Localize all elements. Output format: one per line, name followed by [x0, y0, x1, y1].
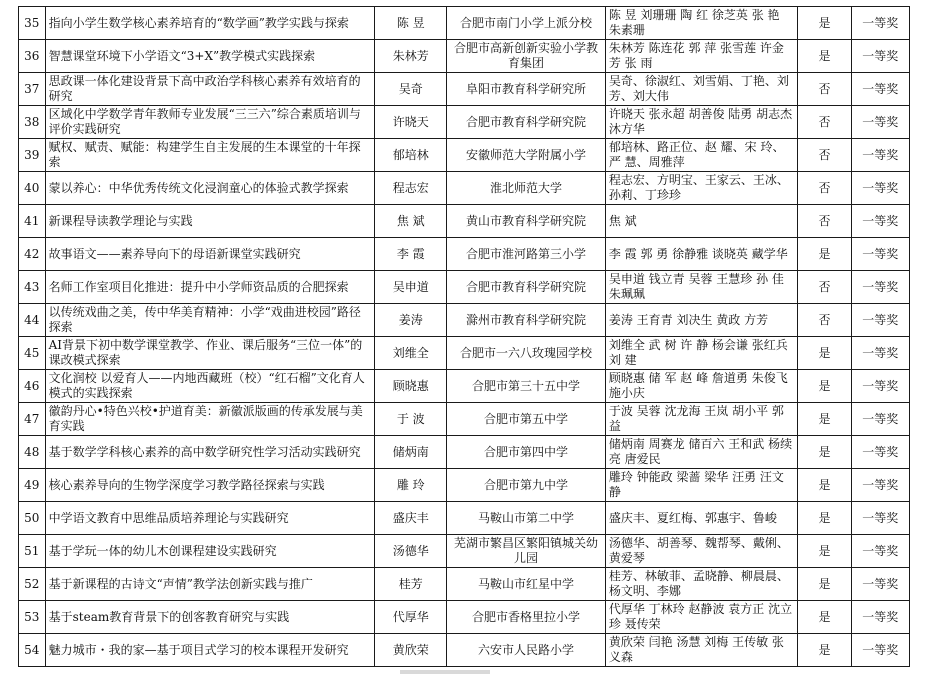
status-flag: 是	[798, 601, 851, 634]
award-level: 一等奖	[851, 370, 909, 403]
row-number: 43	[19, 271, 46, 304]
team-members: 程志宏、方明宝、王家云、王冰、孙莉、丁珍珍	[605, 172, 798, 205]
host-unit: 合肥市南门小学上派分校	[447, 7, 606, 40]
project-host: 汤德华	[375, 535, 447, 568]
row-number: 37	[19, 73, 46, 106]
team-members: 顾晓惠 储 军 赵 峰 詹道勇 朱俊飞 施小庆	[605, 370, 798, 403]
host-unit: 合肥市第五中学	[447, 403, 606, 436]
project-title: 新课程导读教学理论与实践	[45, 205, 375, 238]
project-title: 思政课一体化建设背景下高中政治学科核心素养有效培育的研究	[45, 73, 375, 106]
project-title: 蒙以养心：中华优秀传统文化浸润童心的体验式教学探索	[45, 172, 375, 205]
project-host: 储炳南	[375, 436, 447, 469]
project-host: 陈 昱	[375, 7, 447, 40]
host-unit: 合肥市第四中学	[447, 436, 606, 469]
project-title: 基于学玩一体的幼儿木创课程建设实践研究	[45, 535, 375, 568]
status-flag: 是	[798, 238, 851, 271]
project-host: 刘维全	[375, 337, 447, 370]
award-level: 一等奖	[851, 337, 909, 370]
status-flag: 否	[798, 271, 851, 304]
status-flag: 是	[798, 7, 851, 40]
team-members: 许晓天 张永超 胡善俊 陆勇 胡志杰 沐方华	[605, 106, 798, 139]
award-level: 一等奖	[851, 469, 909, 502]
project-host: 许晓天	[375, 106, 447, 139]
table-row	[19, 40, 910, 73]
table-row	[19, 205, 910, 238]
status-flag: 是	[798, 337, 851, 370]
host-unit: 阜阳市教育科学研究所	[447, 73, 606, 106]
project-title: 区域化中学数学青年教师专业发展“三三六”综合素质培训与评价实践研究	[45, 106, 375, 139]
table-row	[19, 502, 910, 535]
team-members: 于波 吴蓉 沈龙海 王岚 胡小平 郭益	[605, 403, 798, 436]
row-number: 47	[19, 403, 46, 436]
award-level: 一等奖	[851, 73, 909, 106]
project-title: 文化润校 以爱育人——内地西藏班（校）“红石榴”文化育人模式的实践探索	[45, 370, 375, 403]
project-host: 于 波	[375, 403, 447, 436]
status-flag: 是	[798, 370, 851, 403]
project-host: 姜涛	[375, 304, 447, 337]
team-members: 盛庆丰、夏红梅、郭惠宇、鲁峻	[605, 502, 798, 535]
project-title: 中学语文教育中思维品质培养理论与实践研究	[45, 502, 375, 535]
team-members: 吴奇、徐淑红、刘雪娟、丁艳、刘芳、刘大伟	[605, 73, 798, 106]
host-unit: 合肥市教育科学研究院	[447, 271, 606, 304]
team-members: 储炳南 周赛龙 储百六 王和武 杨续亮 唐爱民	[605, 436, 798, 469]
project-title: AI背景下初中数学课堂教学、作业、课后服务“三位一体”的课改模式探索	[45, 337, 375, 370]
table-row	[19, 106, 910, 139]
project-title: 故事语文——素养导向下的母语新课堂实践研究	[45, 238, 375, 271]
row-number: 54	[19, 634, 46, 667]
status-flag: 是	[798, 502, 851, 535]
host-unit: 马鞍山市红星中学	[447, 568, 606, 601]
team-members: 李 霞 郭 勇 徐静雅 谈晓英 藏学华	[605, 238, 798, 271]
table-body	[19, 7, 910, 667]
status-flag: 否	[798, 106, 851, 139]
award-level: 一等奖	[851, 238, 909, 271]
award-level: 一等奖	[851, 568, 909, 601]
award-level: 一等奖	[851, 403, 909, 436]
status-flag: 否	[798, 73, 851, 106]
project-title: 以传统戏曲之美，传中华美育精神：小学“戏曲进校园”路径探索	[45, 304, 375, 337]
project-host: 李 霞	[375, 238, 447, 271]
status-flag: 是	[798, 403, 851, 436]
table-row	[19, 337, 910, 370]
award-level: 一等奖	[851, 205, 909, 238]
row-number: 48	[19, 436, 46, 469]
row-number: 51	[19, 535, 46, 568]
project-title: 魅力城市・我的家—基于项目式学习的校本课程开发研究	[45, 634, 375, 667]
team-members: 吴申道 钱立青 吴蓉 王慧珍 孙 佳 朱珮珮	[605, 271, 798, 304]
team-members: 焦 斌	[605, 205, 798, 238]
award-level: 一等奖	[851, 106, 909, 139]
table-row	[19, 139, 910, 172]
status-flag: 是	[798, 568, 851, 601]
row-number: 50	[19, 502, 46, 535]
team-members: 雕玲 钟能政 梁蔷 梁华 汪勇 汪文静	[605, 469, 798, 502]
project-title: 指向小学生数学核心素养培育的“数学画”教学实践与探索	[45, 7, 375, 40]
project-host: 盛庆丰	[375, 502, 447, 535]
award-level: 一等奖	[851, 271, 909, 304]
status-flag: 是	[798, 436, 851, 469]
host-unit: 安徽师范大学附属小学	[447, 139, 606, 172]
table-row	[19, 568, 910, 601]
host-unit: 六安市人民路小学	[447, 634, 606, 667]
project-host: 朱林芳	[375, 40, 447, 73]
project-title: 基于steam教育背景下的创客教育研究与实践	[45, 601, 375, 634]
project-host: 程志宏	[375, 172, 447, 205]
award-level: 一等奖	[851, 40, 909, 73]
table-row	[19, 634, 910, 667]
project-title: 名师工作室项目化推进：提升中小学师资品质的合肥探索	[45, 271, 375, 304]
team-members: 朱林芳 陈连花 郭 萍 张雪莲 许金芳 张 雨	[605, 40, 798, 73]
status-flag: 是	[798, 469, 851, 502]
status-flag: 是	[798, 40, 851, 73]
status-flag: 否	[798, 172, 851, 205]
table-row	[19, 7, 910, 40]
team-members: 刘维全 武 树 许 静 杨会谦 张红兵 刘 建	[605, 337, 798, 370]
page-footer-mark	[400, 670, 490, 674]
row-number: 45	[19, 337, 46, 370]
host-unit: 合肥市第三十五中学	[447, 370, 606, 403]
row-number: 38	[19, 106, 46, 139]
table-row	[19, 73, 910, 106]
host-unit: 淮北师范大学	[447, 172, 606, 205]
row-number: 42	[19, 238, 46, 271]
project-host: 雕 玲	[375, 469, 447, 502]
project-title: 核心素养导向的生物学深度学习教学路径探索与实践	[45, 469, 375, 502]
host-unit: 合肥市一六八玫瑰园学校	[447, 337, 606, 370]
team-members: 姜涛 王育青 刘决生 黄政 方芳	[605, 304, 798, 337]
table-row	[19, 370, 910, 403]
table-row	[19, 304, 910, 337]
team-members: 桂芳、林敏菲、孟晓静、柳晨晨、杨文明、李娜	[605, 568, 798, 601]
host-unit: 合肥市淮河路第三小学	[447, 238, 606, 271]
row-number: 41	[19, 205, 46, 238]
team-members: 郁培林、路正位、赵 耀、宋 玲、严 慧、周雅萍	[605, 139, 798, 172]
host-unit: 滁州市教育科学研究院	[447, 304, 606, 337]
project-host: 代厚华	[375, 601, 447, 634]
host-unit: 合肥市第九中学	[447, 469, 606, 502]
project-host: 吴奇	[375, 73, 447, 106]
table-row	[19, 172, 910, 205]
table-row	[19, 403, 910, 436]
row-number: 40	[19, 172, 46, 205]
award-level: 一等奖	[851, 7, 909, 40]
project-host: 黄欣荣	[375, 634, 447, 667]
project-title: 基于新课程的古诗文“声情”教学法创新实践与推广	[45, 568, 375, 601]
row-number: 44	[19, 304, 46, 337]
status-flag: 否	[798, 304, 851, 337]
status-flag: 是	[798, 634, 851, 667]
host-unit: 合肥市香格里拉小学	[447, 601, 606, 634]
status-flag: 是	[798, 535, 851, 568]
project-title: 基于数学学科核心素养的高中数学研究性学习活动实践研究	[45, 436, 375, 469]
row-number: 46	[19, 370, 46, 403]
table-row	[19, 469, 910, 502]
host-unit: 合肥市教育科学研究院	[447, 106, 606, 139]
row-number: 53	[19, 601, 46, 634]
project-host: 桂芳	[375, 568, 447, 601]
project-title: 赋权、赋责、赋能：构建学生自主发展的生本课堂的十年探索	[45, 139, 375, 172]
award-level: 一等奖	[851, 535, 909, 568]
project-host: 吴申道	[375, 271, 447, 304]
project-host: 郁培林	[375, 139, 447, 172]
row-number: 35	[19, 7, 46, 40]
project-host: 焦 斌	[375, 205, 447, 238]
award-level: 一等奖	[851, 634, 909, 667]
project-title: 徽韵丹心•特色兴校•护道育美：新徽派版画的传承发展与美育实践	[45, 403, 375, 436]
table-row	[19, 271, 910, 304]
table-row	[19, 535, 910, 568]
project-title: 智慧课堂环境下小学语文“3+X”教学模式实践探索	[45, 40, 375, 73]
team-members: 汤德华、胡善琴、魏帮琴、戴俐、黄爱琴	[605, 535, 798, 568]
team-members: 黄欣荣 闫艳 汤慧 刘梅 王传敏 张义森	[605, 634, 798, 667]
award-level: 一等奖	[851, 304, 909, 337]
host-unit: 芜湖市繁昌区繁阳镇城关幼儿园	[447, 535, 606, 568]
table-row	[19, 238, 910, 271]
host-unit: 黄山市教育科学研究院	[447, 205, 606, 238]
status-flag: 否	[798, 205, 851, 238]
table-row	[19, 436, 910, 469]
host-unit: 合肥市高新创新实验小学教育集团	[447, 40, 606, 73]
team-members: 代厚华 丁林玲 赵静波 袁方正 沈立珍 聂传荣	[605, 601, 798, 634]
award-level: 一等奖	[851, 502, 909, 535]
award-level: 一等奖	[851, 172, 909, 205]
row-number: 49	[19, 469, 46, 502]
award-level: 一等奖	[851, 139, 909, 172]
status-flag: 否	[798, 139, 851, 172]
host-unit: 马鞍山市第二中学	[447, 502, 606, 535]
row-number: 52	[19, 568, 46, 601]
award-level: 一等奖	[851, 601, 909, 634]
awards-table	[18, 6, 910, 667]
team-members: 陈 昱 刘珊珊 陶 红 徐芝英 张 艳 朱素珊	[605, 7, 798, 40]
row-number: 36	[19, 40, 46, 73]
award-level: 一等奖	[851, 436, 909, 469]
table-row	[19, 601, 910, 634]
row-number: 39	[19, 139, 46, 172]
project-host: 顾晓惠	[375, 370, 447, 403]
